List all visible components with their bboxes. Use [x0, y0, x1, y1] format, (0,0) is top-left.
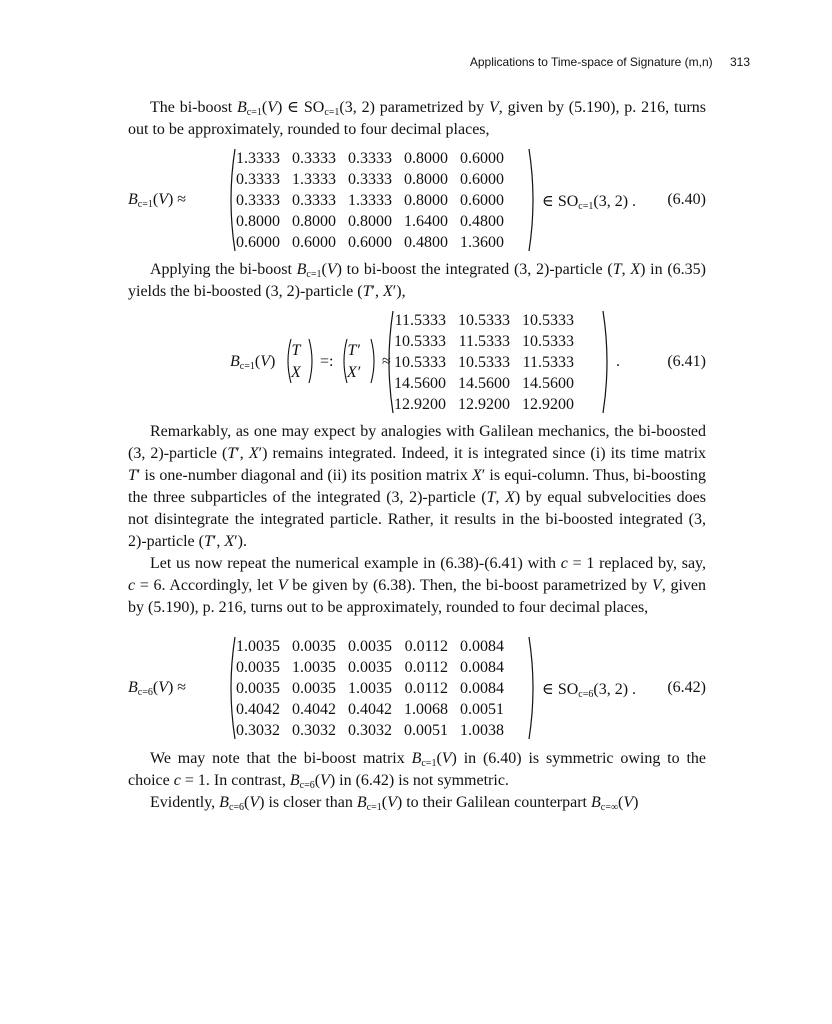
running-header: [470, 55, 750, 69]
matrix-row: [230, 657, 510, 678]
paragraph-3: Remarkably, as one may expect by analogies with Galilean mechanics, the bi-boosted (3, 2)-particle (T′, X′) remains integrated. Indeed, it is integrated since (i) its time matrix T′ is one-number diagonal and (ii) its position matrix X′ is equi-column. Thus, bi-boosting the three subparticles of the integrated (3, 2)-particle (T, X) by equal subvelocities does not disintegrate the integrated particle. Rather, it results in the bi-boosted integrated (3, 2)-particle (T′, X′).: [128, 423, 707, 550]
matrix-row: [230, 636, 510, 657]
eq-641-rhs: .: [616, 353, 620, 370]
matrix-cell: 0.8000: [236, 213, 280, 230]
matrix-cell: 1.3333: [292, 171, 336, 188]
paragraph-2: Applying the bi-boost $B_{c=1}(V)$ to bi-boost the integrated (3, 2)-particle (T, X) in (6.35) yields the bi-boosted (3, 2)-particle (T′, X′),: [128, 261, 707, 300]
matrix-cell: 0.8000: [404, 150, 448, 167]
matrix-cell: 1.3333: [236, 150, 280, 167]
matrix-cell: 0.3333: [348, 171, 392, 188]
matrix-cell: 14.5600: [458, 375, 510, 392]
matrix-row: [230, 169, 510, 190]
matrix-cell: 0.6000: [460, 150, 504, 167]
eq-640-lhs: $B_{c=1}(V)$ ≈: [128, 191, 187, 210]
matrix-cell: 14.5600: [522, 375, 574, 392]
matrix-cell: 1.3600: [460, 234, 504, 251]
matrix-cell: 0.3032: [292, 722, 336, 739]
matrix-cell: 0.3333: [236, 192, 280, 209]
matrix-cell: 0.3333: [348, 150, 392, 167]
matrix-cell: 0.4042: [236, 701, 280, 718]
matrix-cell: 1.0035: [236, 638, 280, 655]
matrix-cell: 0.6000: [460, 192, 504, 209]
matrix-cell: 0.3032: [236, 722, 280, 739]
matrix-cell: 0.8000: [348, 213, 392, 230]
vector-t-x: T X: [291, 342, 301, 381]
matrix-cell: 0.3333: [292, 192, 336, 209]
matrix-row: [388, 352, 580, 373]
matrix-cell: 10.5333: [458, 312, 510, 329]
matrix-row: [388, 373, 580, 394]
matrix-cell: 0.8000: [404, 171, 448, 188]
matrix-row: [230, 678, 510, 699]
matrix-row: [388, 394, 580, 415]
matrix-row: [388, 331, 580, 352]
matrix-boosted-particle: [388, 310, 580, 415]
matrix-cell: 0.0112: [404, 680, 448, 697]
eq-641-lhs-b: $B_{c=1}(V)$: [230, 353, 276, 372]
matrix-cell: 0.4800: [404, 234, 448, 251]
running-title: Applications to Time-space of Signature (m,n): [469, 55, 713, 69]
matrix-cell: 1.3333: [348, 192, 392, 209]
right-paren: [528, 148, 538, 252]
matrix-cell: 11.5333: [522, 354, 574, 371]
vector-t-prime-x-prime: T′ X′: [347, 342, 361, 381]
matrix-row: [230, 720, 510, 741]
matrix-cell: 0.0051: [404, 722, 448, 739]
matrix-cell: 0.0084: [460, 659, 504, 676]
right-paren: [528, 636, 538, 740]
matrix-cell: 0.0035: [292, 680, 336, 697]
matrix-cell: 0.0035: [348, 659, 392, 676]
matrix-cell: 0.4800: [460, 213, 504, 230]
matrix-row: [230, 148, 510, 169]
matrix-cell: 10.5333: [458, 354, 510, 371]
equation-6-41: [128, 308, 706, 418]
matrix-cell: 0.3333: [292, 150, 336, 167]
matrix-cell: 12.9200: [394, 396, 446, 413]
equation-number: (6.41): [667, 353, 706, 370]
matrix-cell: 0.0051: [460, 701, 504, 718]
matrix-cell: 0.0084: [460, 680, 504, 697]
paragraph-5: We may note that the bi-boost matrix $B_{c=1}(V)$ in (6.40) is symmetric owing to the choice c = 1. In contrast, $B_{c=6}(V)$ in (6.42) is not symmetric.: [128, 750, 706, 791]
matrix-cell: 0.0035: [292, 638, 336, 655]
eq-642-lhs: $B_{c=6}(V)$ ≈: [128, 679, 187, 698]
matrix-cell: 11.5333: [394, 312, 446, 329]
matrix-cell: 10.5333: [522, 333, 574, 350]
matrix-cell: 1.0068: [404, 701, 448, 718]
matrix-cell: 0.6000: [460, 171, 504, 188]
matrix-cell: 0.4042: [348, 701, 392, 718]
matrix-cell: 10.5333: [394, 333, 446, 350]
matrix-row: [230, 232, 510, 253]
approx-symbol: ≈: [382, 353, 391, 370]
right-paren: [370, 338, 378, 384]
matrix-cell: 0.0035: [236, 659, 280, 676]
eq-640-rhs: ∈ $SO_{c=1}(3$, 2) .: [542, 193, 637, 212]
matrix-cell: 0.0112: [404, 638, 448, 655]
matrix-cell: 10.5333: [394, 354, 446, 371]
matrix-cell: 12.9200: [522, 396, 574, 413]
matrix-cell: 0.6000: [292, 234, 336, 251]
matrix-row: [230, 190, 510, 211]
matrix-cell: 0.0035: [348, 638, 392, 655]
defined-as-symbol: =:: [320, 353, 334, 370]
equation-number: (6.40): [667, 191, 706, 208]
matrix-row: [230, 211, 510, 232]
matrix-cell: 0.0084: [460, 638, 504, 655]
matrix-cell: 0.3333: [236, 171, 280, 188]
paragraph-4: Let us now repeat the numerical example in (6.38)-(6.41) with c = 1 replaced by, say, c = 6. Accordingly, let V be given by (6.38). Then, the bi-boost parametrized by V, given by (5.190), p. 216, turns out to be approximately, rounded to four decimal places,: [128, 555, 706, 616]
equation-number: (6.42): [667, 679, 706, 696]
matrix-cell: 1.6400: [404, 213, 448, 230]
matrix-b-c1: [230, 148, 510, 253]
matrix-cell: 0.0035: [236, 680, 280, 697]
paragraph-6: Evidently, $B_{c=6}(V)$ is closer than $B_{c=1}(V)$ to their Galilean counterpart $B_{c=\infty}(V)$: [150, 794, 639, 813]
matrix-cell: 1.0035: [348, 680, 392, 697]
equation-6-40: [128, 146, 706, 256]
matrix-row: [388, 310, 580, 331]
matrix-row: [230, 699, 510, 720]
matrix-cell: 0.0112: [404, 659, 448, 676]
right-paren: [308, 338, 316, 384]
matrix-cell: 1.0038: [460, 722, 504, 739]
eq-642-rhs: ∈ $SO_{c=6}(3$, 2) .: [542, 681, 637, 700]
matrix-cell: 0.8000: [404, 192, 448, 209]
matrix-cell: 12.9200: [458, 396, 510, 413]
matrix-cell: 0.3032: [348, 722, 392, 739]
equation-6-42: [128, 634, 706, 744]
paragraph-1: The bi-boost $B_{c=1}(V)$ ∈ $SO_{c=1}(3$, 2) parametrized by V, given by (5.190), p. 216, turns out to be approximately, rounded to four decimal places,: [128, 99, 707, 138]
matrix-b-c6: [230, 636, 510, 741]
matrix-cell: 0.4042: [292, 701, 336, 718]
right-paren: [602, 310, 612, 414]
matrix-cell: 11.5333: [458, 333, 510, 350]
matrix-cell: 14.5600: [394, 375, 446, 392]
matrix-cell: 0.8000: [292, 213, 336, 230]
matrix-cell: 10.5333: [522, 312, 574, 329]
page-number: 313: [729, 55, 750, 69]
matrix-cell: 0.6000: [348, 234, 392, 251]
matrix-cell: 0.6000: [236, 234, 280, 251]
matrix-cell: 1.0035: [292, 659, 336, 676]
